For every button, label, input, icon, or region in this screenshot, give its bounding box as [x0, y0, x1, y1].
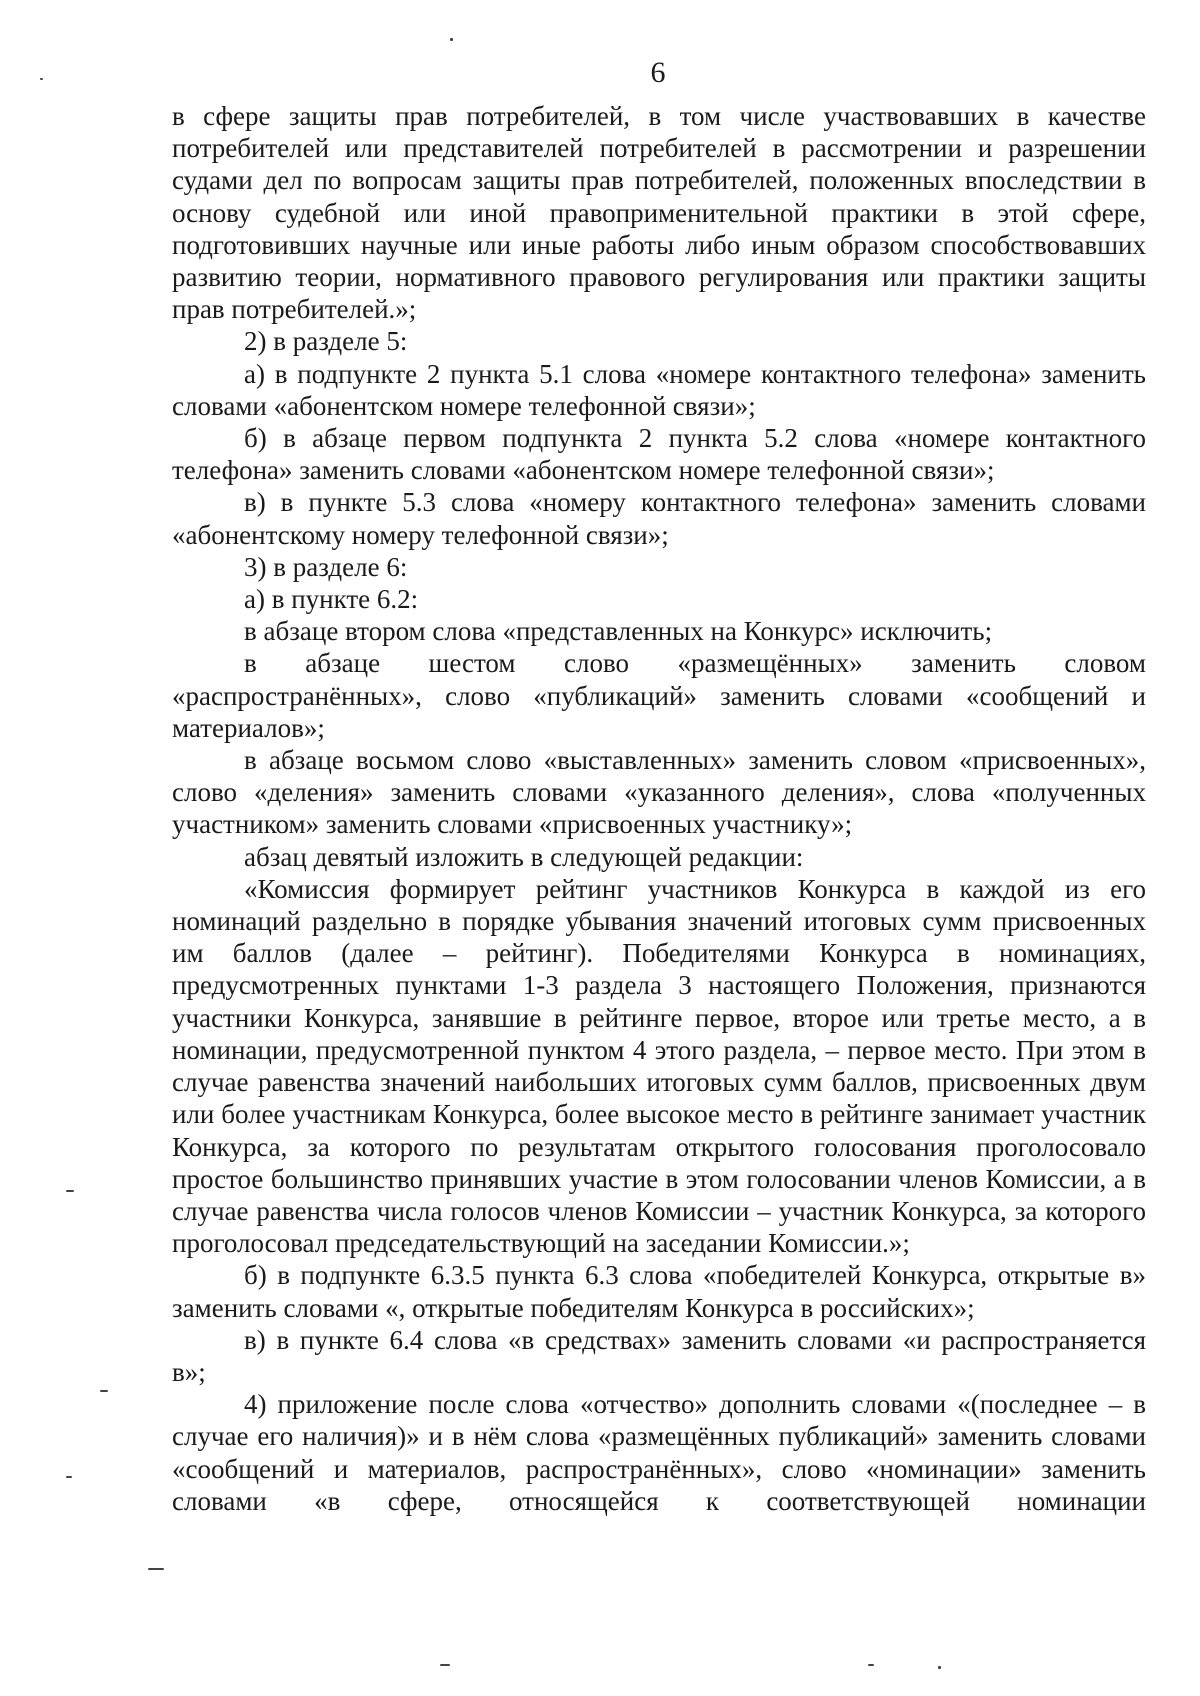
paragraph: 4) приложение после слова «отчество» дополнить словами «(последнее – в случае его наличия)» и в нём слова «размещённых публикаций» заменить словами «сообщений и материалов, распространённых», слово «номинации» заменить словами «в сфере, относящейся к соответствующей номинации [172, 1389, 1146, 1516]
scan-speck [938, 1666, 941, 1669]
scan-speck [868, 1664, 874, 1666]
paragraph: 2) в разделе 5: [244, 326, 408, 357]
scan-speck [148, 1568, 164, 1570]
scan-speck [100, 1390, 108, 1392]
paragraph: «Комиссия формирует рейтинг участников Конкурса в каждой из его номинаций раздельно в порядке убывания значений итоговых сумм присвоенных им баллов (далее – рейтинг). Победителями Конкурса в номинациях, предусмотренных пунктами 1-3 раздела 3 настоящего Положения, признаются участники Конкурса, занявшие в рейтинге первое, второе или третье место, а в номинации, предусмотренной пунктом 4 этого раздела, – первое место. При этом в случае равенства значений наибольших итоговых сумм баллов, присвоенных двум или более участникам Конкурса, более высокое место в рейтинге занимает участник Конкурса, за которого по результатам открытого голосования проголосовало простое большинство принявших участие в этом голосовании членов Комиссии, а в случае равенства числа голосов членов Комиссии – участник Конкурса, за которого проголосовал председательствующий на заседании Комиссии.»; [172, 873, 1146, 1259]
paragraph: в абзаце восьмом слово «выставленных» заменить словом «присвоенных», слово «деления» заменить словами «указанного деления», слова «полученных участником» заменить словами «присвоенных участнику»; [172, 745, 1146, 840]
paragraph: в) в пункте 6.4 слова «в средствах» заменить словами «и распространяется в»; [172, 1324, 1146, 1387]
paragraph: в абзаце шестом слово «размещённых» заменить словом «распространённых», слово «публикаций» заменить словами «сообщений и материалов»; [172, 648, 1146, 743]
scan-speck [440, 1664, 450, 1666]
scan-speck [66, 1476, 72, 1478]
document-body [172, 100, 1146, 1517]
scan-speck [450, 38, 453, 41]
paragraph: в сфере защиты прав потребителей, в том числе участвовавших в качестве потребителей или представителей потребителей в рассмотрении и разрешении судами дел по вопросам защиты прав потребителей, положенных впоследствии в основу судебной или иной правоприменительной практики в этой сфере, подготовивших научные или иные работы либо иным образом способствовавших развитию теории, нормативного правового регулирования или практики защиты прав потребителей.»; [172, 101, 1146, 325]
paragraph: а) в пункте 6.2: [244, 584, 419, 615]
page-number: 6 [650, 56, 666, 89]
scan-speck [40, 78, 43, 80]
paragraph: в абзаце втором слова «представленных на Конкурс» исключить; [244, 616, 993, 647]
paragraph: а) в подпункте 2 пункта 5.1 слова «номере контактного телефона» заменить словами «абонентском номере телефонной связи»; [172, 358, 1146, 421]
paragraph: абзац девятый изложить в следующей редакции: [244, 841, 804, 872]
paragraph: б) в подпункте 6.3.5 пункта 6.3 слова «победителей Конкурса, открытые в» заменить словами «, открытые победителям Конкурса в российских»; [172, 1260, 1146, 1323]
scan-speck [66, 1190, 74, 1192]
paragraph: б) в абзаце первом подпункта 2 пункта 5.2 слова «номере контактного телефона» заменить словами «абонентском номере телефонной связи»; [172, 423, 1146, 486]
paragraph: 3) в разделе 6: [244, 551, 408, 582]
paragraph: в) в пункте 5.3 слова «номеру контактного телефона» заменить словами «абонентскому номеру телефонной связи»; [172, 487, 1146, 550]
